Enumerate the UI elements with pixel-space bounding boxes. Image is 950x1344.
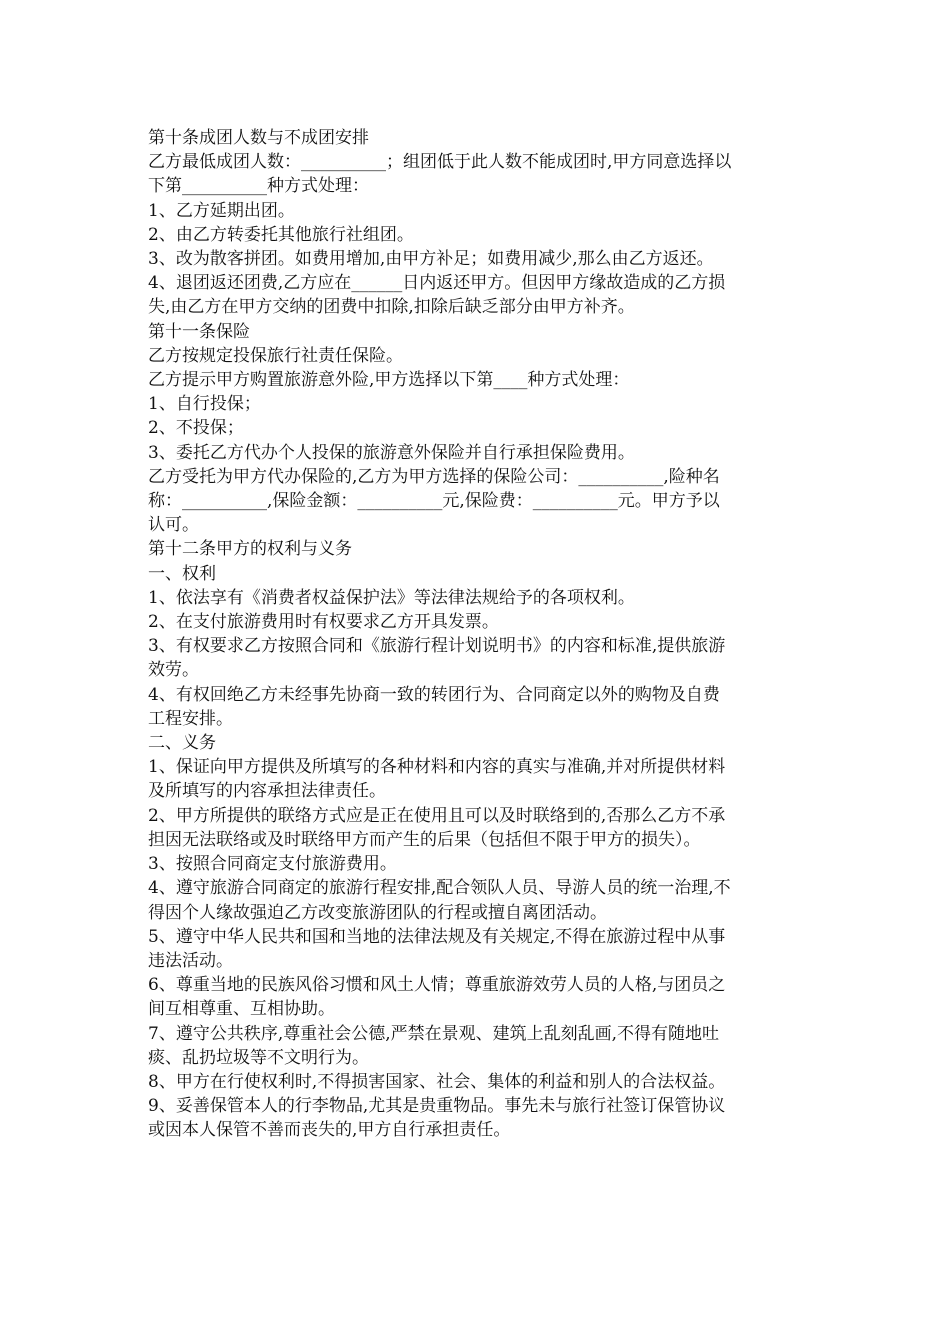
text-line: 乙方提示甲方购置旅游意外险,甲方选择以下第____种方式处理： <box>148 370 630 391</box>
text-line: 痰、乱扔垃圾等不文明行为。 <box>148 1047 369 1068</box>
list-item: 2、在支付旅游费用时有权要求乙方开具发票。 <box>148 612 499 633</box>
text-line: 乙方最低成团人数：__________；组团低于此人数不能成团时,甲方同意选择以 <box>148 152 732 173</box>
list-item: 1、依法享有《消费者权益保护法》等法律法规给予的各项权利。 <box>148 587 635 608</box>
section-heading-rights: 一、权利 <box>148 563 216 584</box>
list-item: 3、按照合同商定支付旅游费用。 <box>148 854 397 875</box>
text-line: 得因个人缘故强迫乙方改变旅游团队的行程或擅自离团活动。 <box>148 902 607 923</box>
heading-article-10: 第十条成团人数与不成团安排 <box>148 128 369 148</box>
list-item: 5、遵守中华人民共和国和当地的法律法规及有关规定,不得在旅游过程中从事 <box>148 926 726 947</box>
text-line: 乙方按规定投保旅行社责任保险。 <box>148 345 403 366</box>
text-line: 乙方受托为甲方代办保险的,乙方为甲方选择的保险公司：__________,险种名 <box>148 466 720 487</box>
text-line: 认可。 <box>148 515 199 536</box>
text-line: 间互相尊重、互相协助。 <box>148 999 335 1020</box>
list-item: 9、妥善保管本人的行李物品,尤其是贵重物品。事先未与旅行社签订保管协议 <box>148 1096 726 1117</box>
list-item: 4、退团返还团费,乙方应在______日内返还甲方。但因甲方缘故造成的乙方损 <box>148 273 726 294</box>
text-line: 工程安排。 <box>148 708 233 729</box>
text-line: 失,由乙方在甲方交纳的团费中扣除,扣除后缺乏部分由甲方补齐。 <box>148 297 635 318</box>
section-heading-obligations: 二、义务 <box>148 733 216 754</box>
list-item: 1、乙方延期出团。 <box>148 200 295 221</box>
list-item: 2、甲方所提供的联络方式应是正在使用且可以及时联络到的,否那么乙方不承 <box>148 805 726 826</box>
text-line: 违法活动。 <box>148 950 233 971</box>
list-item: 7、遵守公共秩序,尊重社会公德,严禁在景观、建筑上乱刻乱画,不得有随地吐 <box>148 1023 720 1044</box>
list-item: 4、有权回绝乙方未经事先协商一致的转团行为、合同商定以外的购物及自费 <box>148 684 720 705</box>
list-item: 3、委托乙方代办个人投保的旅游意外保险并自行承担保险费用。 <box>148 442 635 463</box>
heading-article-12: 第十二条甲方的权利与义务 <box>148 539 352 560</box>
list-item: 2、不投保； <box>148 418 244 439</box>
list-item: 3、改为散客拼团。如费用增加,由甲方补足；如费用减少,那么由乙方返还。 <box>148 249 714 270</box>
text-line: 效劳。 <box>148 660 199 681</box>
heading-article-11: 第十一条保险 <box>148 321 250 342</box>
list-item: 8、甲方在行使权利时,不得损害国家、社会、集体的利益和别人的合法权益。 <box>148 1071 726 1092</box>
list-item: 4、遵守旅游合同商定的旅游行程安排,配合领队人员、导游人员的统一治理,不 <box>148 878 731 899</box>
text-line: 称：__________,保险金额：__________元,保险费：__________元。甲方予以 <box>148 491 720 512</box>
text-line: 及所填写的内容承担法律责任。 <box>148 781 386 802</box>
document-page <box>148 126 808 1143</box>
list-item: 6、尊重当地的民族风俗习惯和风土人情；尊重旅游效劳人员的人格,与团员之 <box>148 975 726 996</box>
text-line: 或因本人保管不善而丧失的,甲方自行承担责任。 <box>148 1120 511 1141</box>
list-item: 1、保证向甲方提供及所填写的各种材料和内容的真实与准确,并对所提供材料 <box>148 757 726 778</box>
text-line: 下第__________种方式处理： <box>148 176 369 197</box>
list-item: 3、有权要求乙方按照合同和《旅游行程计划说明书》的内容和标准,提供旅游 <box>148 636 726 657</box>
text-line: 担因无法联络或及时联络甲方而产生的后果（包括但不限于甲方的损失）。 <box>148 829 701 850</box>
list-item: 1、自行投保； <box>148 394 261 415</box>
list-item: 2、由乙方转委托其他旅行社组团。 <box>148 224 414 245</box>
